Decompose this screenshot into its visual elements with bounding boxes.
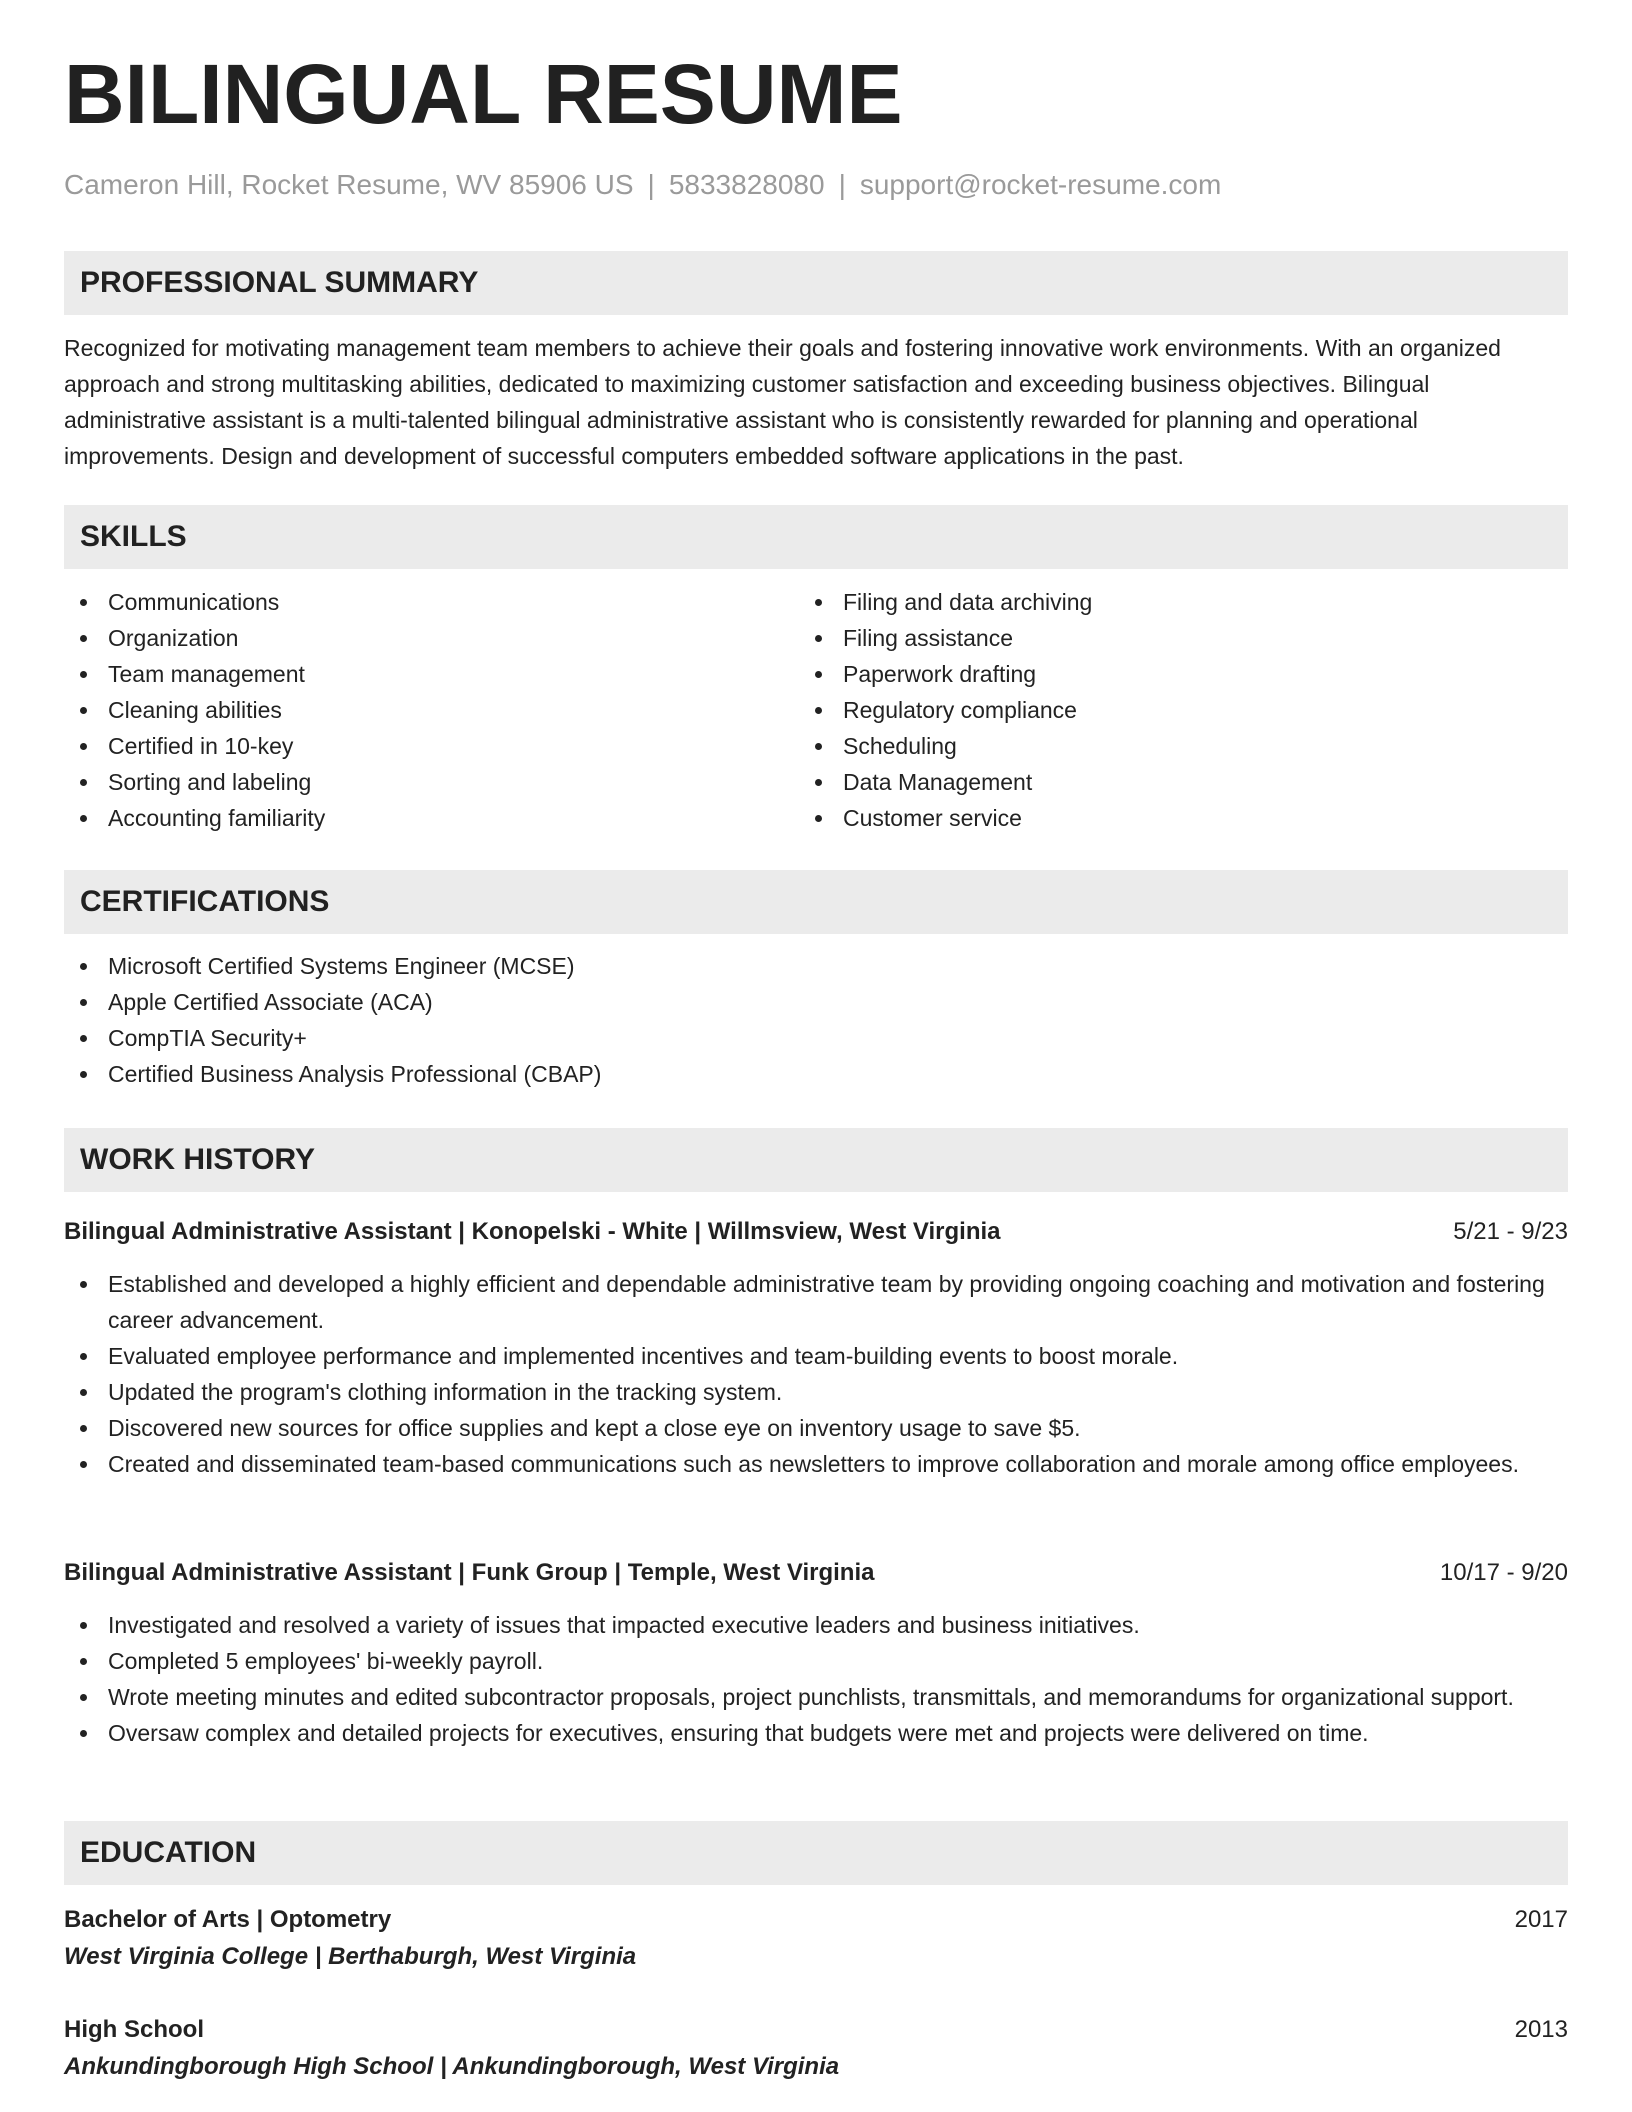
skill-item: Data Management (799, 764, 1568, 800)
job-bullets-container (64, 1266, 1568, 1482)
skill-item: Paperwork drafting (799, 656, 1568, 692)
job-bullet: Wrote meeting minutes and edited subcontractor proposals, project punchlists, transmittals, and memorandums for organizational support. (64, 1679, 1568, 1715)
job-bullet: Established and developed a highly efficient and dependable administrative team by providing ongoing coaching and motivation and fostering career advancement. (64, 1266, 1568, 1338)
skills-right-list (799, 584, 1568, 836)
certification-item: CompTIA Security+ (64, 1020, 1568, 1056)
summary-text: Recognized for motivating management team members to achieve their goals and fostering innovative work environments. With an organized approach and strong multitasking abilities, dedicated to maximizing customer satisfaction and exceeding business objectives. Bilingual administrative assistant is a multi-talented bilingual administrative assistant who is consistently rewarded for planning and operational improvements. Design and development of successful computers embedded software applications in the past. (64, 335, 1501, 469)
skill-item: Customer service (799, 800, 1568, 836)
job-bullet: Completed 5 employees' bi-weekly payroll. (64, 1643, 1568, 1679)
contact-line (64, 168, 1221, 202)
skill-item: Team management (64, 656, 798, 692)
skill-item: Sorting and labeling (64, 764, 798, 800)
job-bullet: Oversaw complex and detailed projects for executives, ensuring that budgets were met and projects were delivered on time. (64, 1715, 1568, 1751)
education-school: Ankundingborough High School | Ankundingborough, West Virginia (64, 2053, 840, 2080)
skill-item: Scheduling (799, 728, 1568, 764)
job-title: Bilingual Administrative Assistant | Funk Group | Temple, West Virginia (64, 1559, 875, 1586)
job-bullet: Investigated and resolved a variety of issues that impacted executive leaders and business initiatives. (64, 1607, 1568, 1643)
skills-left-list (64, 584, 798, 836)
education-degree: High School (64, 2016, 204, 2043)
skill-item: Organization (64, 620, 798, 656)
education-year: 2013 (1514, 2016, 1568, 2043)
section-header-work-history: WORK HISTORY (64, 1128, 1568, 1192)
job-dates: 5/21 - 9/23 (1453, 1218, 1568, 1245)
contact-email[interactable]: support@rocket-resume.com (859, 169, 1222, 200)
contact-separator: | (838, 169, 846, 200)
job-dates: 10/17 - 9/20 (1439, 1559, 1568, 1586)
education-degree: Bachelor of Arts | Optometry (64, 1906, 392, 1933)
job-bullets (64, 1266, 1568, 1482)
job-bullet: Updated the program's clothing information in the tracking system. (64, 1374, 1568, 1410)
section-header-summary: PROFESSIONAL SUMMARY (64, 251, 1568, 315)
resume-title: BILINGUAL RESUME (64, 47, 903, 141)
job-bullets (64, 1607, 1568, 1751)
section-header-certifications: CERTIFICATIONS (64, 870, 1568, 934)
job-bullets-container (64, 1607, 1568, 1751)
skill-item: Certified in 10-key (64, 728, 798, 764)
contact-separator: | (647, 169, 655, 200)
skill-item: Accounting familiarity (64, 800, 798, 836)
skills-right-column (799, 584, 1568, 836)
skill-item: Cleaning abilities (64, 692, 798, 728)
skill-item: Communications (64, 584, 798, 620)
certification-item: Apple Certified Associate (ACA) (64, 984, 1568, 1020)
contact-phone: 5833828080 (668, 169, 825, 200)
certifications-list-container (64, 948, 1568, 1092)
skill-item: Filing assistance (799, 620, 1568, 656)
certification-item: Certified Business Analysis Professional (CBAP) (64, 1056, 1568, 1092)
skills-left-column (64, 584, 798, 836)
education-school: West Virginia College | Berthaburgh, West Virginia (64, 1943, 637, 1970)
contact-address: Cameron Hill, Rocket Resume, WV 85906 US (64, 169, 634, 200)
skill-item: Filing and data archiving (799, 584, 1568, 620)
certifications-list (64, 948, 1568, 1092)
education-year: 2017 (1514, 1906, 1568, 1933)
skill-item: Regulatory compliance (799, 692, 1568, 728)
job-title: Bilingual Administrative Assistant | Konopelski - White | Willmsview, West Virginia (64, 1218, 1001, 1245)
job-bullet: Created and disseminated team-based communications such as newsletters to improve collaboration and morale among office employees. (64, 1446, 1568, 1482)
section-header-skills: SKILLS (64, 505, 1568, 569)
job-bullet: Discovered new sources for office supplies and kept a close eye on inventory usage to save $5. (64, 1410, 1568, 1446)
certification-item: Microsoft Certified Systems Engineer (MCSE) (64, 948, 1568, 984)
section-header-education: EDUCATION (64, 1821, 1568, 1885)
job-bullet: Evaluated employee performance and implemented incentives and team-building events to boost morale. (64, 1338, 1568, 1374)
